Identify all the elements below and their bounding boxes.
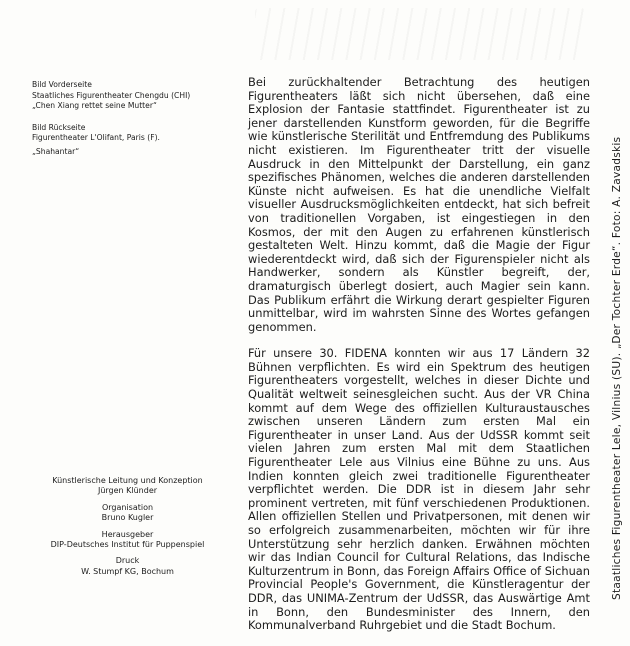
back-title: „Shahantar“: [32, 146, 80, 156]
imprint-publisher: [20, 530, 235, 551]
organisation-name: Bruno Kugler: [101, 513, 154, 523]
back-image-credit: [32, 123, 232, 158]
paragraph-intro: Bei zurückhaltender Betrachtung des heutigen Figurentheaters läßt sich nicht übersehen, daß eine Explosion der Fantasie stattfindet. Figurentheater ist zu jener darstellenden Kunstform geworden, für die Begriffe wie künstlerische Sterilität und Entfremdung des Publikums nicht existieren. Im Figurentheater tritt der visuelle Ausdruck in den Mittelpunkt der Darstellung, ein ganz spezifisches Phänomen, welches die anderen darstellenden Künste nicht aufweisen. Es hat die unendliche Vielfalt visueller Ausdrucksmöglichkeiten entdeckt, hat sich befreit von traditionellen Vorgaben, ist eingestiegen in den Kosmos, der mit den Augen zu erfahrenen künstlerisch gestalteten Welt. Hinzu kommt, daß die Magie der Figur wiederentdeckt wird, daß sich der Figurenspieler nicht als Handwerker, sondern als Künstler begreift, der, dramaturgisch überlegt dosiert, auch Magier sein kann. Das Publikum erfährt die Wirkung derart gespielter Figuren unmittelbar, wird im wahrsten Sinne des Wortes gefangen genommen.: [248, 75, 590, 334]
front-theater: Staatliches Figurentheater Chengdu (CHI): [32, 90, 191, 100]
publisher-label: Herausgeber: [101, 529, 154, 539]
main-text: [248, 76, 590, 646]
handwriting-bleed-through: [255, 8, 585, 60]
back-heading: Bild Rückseite: [32, 122, 86, 132]
side-photo-caption: Staatliches Figurentheater Lele, Vilnius (SU). „Der Tochter Erde“. Foto: A. Zavadskis: [611, 136, 623, 600]
paragraph-fidena: Für unsere 30. FIDENA konnten wir aus 17 Ländern 32 Bühnen verpflichten. Es wird ein Spektrum des heutigen Figurentheaters vorgestellt, welches in dieser Dichte und Qualität weltweit seinesgleichen sucht. Aus der VR China kommt auf dem Wege des offiziellen Kulturaustausches zwischen unseren Ländern zum ersten Mal ein Figurentheater in unser Land. Aus der UdSSR kommt seit vielen Jahren zum ersten Mal mit dem Staatlichen Figurentheater Lele aus Vilnius eine Bühne zu uns. Aus Indien konnten gleich zwei traditionelle Figurentheater verpflichtet werden. Die DDR ist in diesem Jahr sehr prominent vertreten, mit fünf verschiedenen Produktionen. Allen offiziellen Stellen und Privatpersonen, mit denen wir so erfolgreich zusammenarbeiten, möchten wir für ihre Unterstützung sehr herzlich danken. Erwähnen möchten wir das Indian Council for Cultural Relations, das Indische Kulturzentrum in Bonn, das Foreign Affairs Office of Sichuan Provincial People's Government, die Künstleragentur der DDR, das UNIMA-Zentrum der UdSSR, das Auswärtige Amt in Bonn, den Bundesminister des Innern, den Kommunalverband Ruhrgebiet und die Stadt Bochum.: [248, 346, 590, 633]
imprint-organisation: [20, 503, 235, 524]
front-title: „Chen Xiang rettet seine Mutter“: [32, 101, 157, 110]
print-name: W. Stumpf KG, Bochum: [81, 566, 174, 576]
imprint: [20, 476, 235, 583]
front-image-credit: [32, 80, 232, 112]
organisation-label: Organisation: [101, 502, 154, 512]
direction-name: Jürgen Klünder: [97, 486, 158, 496]
print-label: Druck: [115, 556, 140, 566]
publisher-name: DIP-Deutsches Institut für Puppenspiel: [50, 540, 205, 550]
imprint-direction: [20, 476, 235, 497]
direction-label: Künstlerische Leitung und Konzeption: [52, 476, 203, 485]
imprint-print: [20, 556, 235, 577]
back-theater: Figurentheater L'Olifant, Paris (F).: [32, 133, 160, 142]
front-heading: Bild Vorderseite: [32, 80, 92, 89]
photo-credits: [32, 80, 232, 168]
